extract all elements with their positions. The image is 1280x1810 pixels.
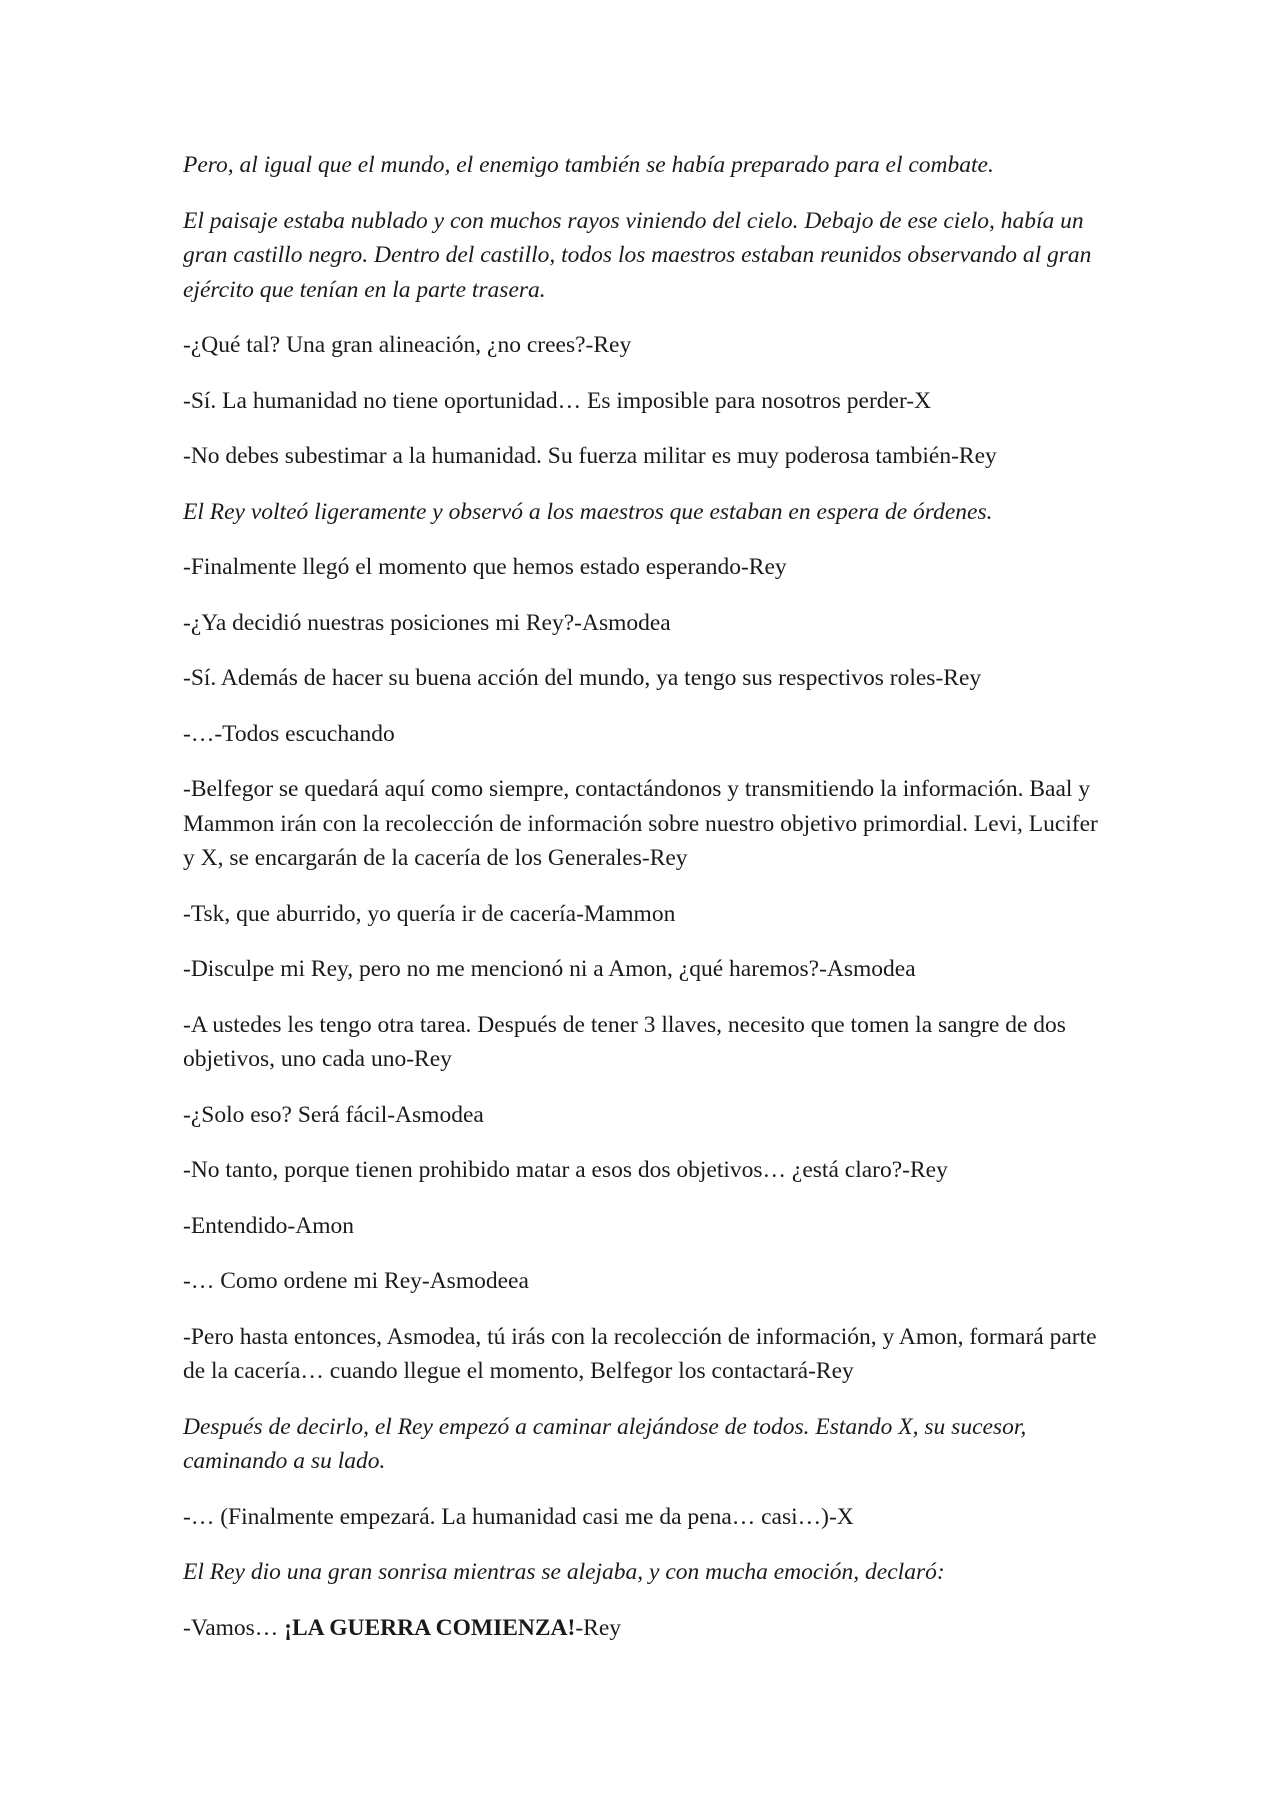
- dialogue-line: -Belfegor se quedará aquí como siempre, contactándonos y transmitiendo la información. Baal y Mammon irán con la recolección de información sobre nuestro objetivo primordial. Levi, Lucifer y X, se encargarán de la cacería de los Generales-Rey: [183, 776, 1098, 871]
- dialogue-line: -…-Todos escuchando: [183, 720, 395, 747]
- dialogue-line: -Sí. Además de hacer su buena acción del mundo, ya tengo sus respectivos roles-Rey: [183, 665, 982, 691]
- dialogue-line: -¿Qué tal? Una gran alineación, ¿no crees?-Rey: [183, 332, 632, 358]
- document-page: [183, 148, 1103, 1666]
- dialogue-line: -¿Ya decidió nuestras posiciones mi Rey?-Asmodea: [183, 609, 671, 636]
- final-line-prefix: -Vamos…: [183, 1614, 285, 1641]
- narration-paragraph: El Rey volteó ligeramente y observó a los maestros que estaban en espera de órdenes.: [183, 498, 993, 525]
- dialogue-line: -No tanto, porque tienen prohibido matar a esos dos objetivos… ¿está claro?-Rey: [183, 1157, 948, 1183]
- final-line-emphasis: ¡LA GUERRA COMIENZA!: [284, 1614, 576, 1641]
- dialogue-line: -¿Solo eso? Será fácil-Asmodea: [183, 1101, 484, 1128]
- narration-paragraph: El Rey dio una gran sonrisa mientras se alejaba, y con mucha emoción, declaró:: [183, 1559, 945, 1585]
- dialogue-line: -Entendido-Amon: [183, 1212, 354, 1239]
- narration-paragraph: Después de decirlo, el Rey empezó a caminar alejándose de todos. Estando X, su sucesor, caminando a su lado.: [183, 1413, 1027, 1474]
- dialogue-line: -A ustedes les tengo otra tarea. Después de tener 3 llaves, necesito que tomen la sangre de dos objetivos, uno cada uno-Rey: [183, 1011, 1066, 1072]
- dialogue-line: -… (Finalmente empezará. La humanidad casi me da pena… casi…)-X: [183, 1503, 854, 1530]
- dialogue-line: -Disculpe mi Rey, pero no me mencionó ni a Amon, ¿qué haremos?-Asmodea: [183, 956, 916, 982]
- dialogue-line: -Tsk, que aburrido, yo quería ir de cacería-Mammon: [183, 900, 676, 927]
- dialogue-line: -Finalmente llegó el momento que hemos estado esperando-Rey: [183, 554, 787, 580]
- final-dialogue-line: [183, 1611, 1103, 1646]
- dialogue-line: -Sí. La humanidad no tiene oportunidad… Es imposible para nosotros perder-X: [183, 387, 932, 414]
- narration-paragraph: El paisaje estaba nublado y con muchos rayos viniendo del cielo. Debajo de ese cielo, había un gran castillo negro. Dentro del castillo, todos los maestros estaban reunidos observando al gran ejército que tenían en la parte trasera.: [183, 207, 1092, 303]
- final-line-suffix: -Rey: [575, 1614, 622, 1641]
- dialogue-line: -Pero hasta entonces, Asmodea, tú irás con la recolección de información, y Amon, formará parte de la cacería… cuando llegue el momento, Belfegor los contactará-Rey: [183, 1323, 1097, 1384]
- dialogue-line: -… Como ordene mi Rey-Asmodeea: [183, 1268, 529, 1294]
- narration-paragraph: Pero, al igual que el mundo, el enemigo también se había preparado para el combate.: [183, 152, 994, 178]
- dialogue-line: -No debes subestimar a la humanidad. Su fuerza militar es muy poderosa también-Rey: [183, 443, 997, 469]
